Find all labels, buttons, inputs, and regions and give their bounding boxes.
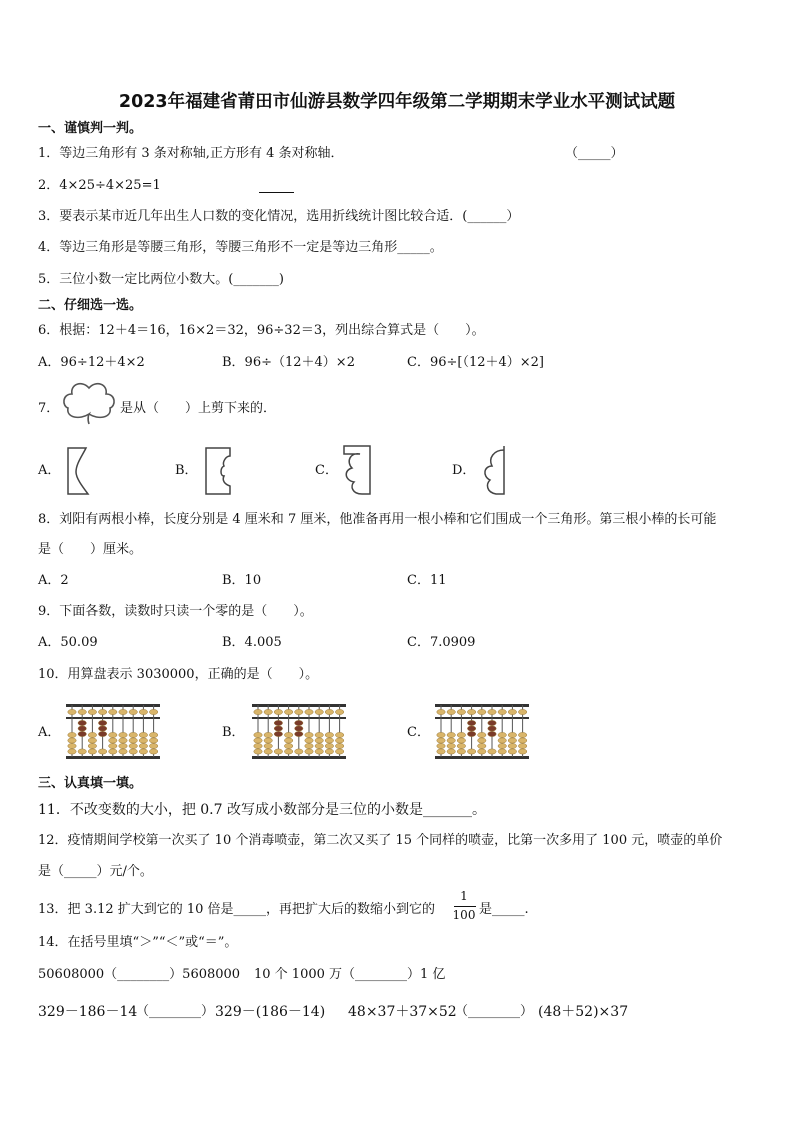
abacus-a-figure[interactable] — [64, 702, 162, 760]
q7-option-d[interactable]: D． — [452, 463, 476, 478]
question-4: 4．等边三角形是等腰三角形，等腰三角形不一定是等边三角形_____。 — [38, 240, 443, 255]
q8-option-b[interactable]: B．10 — [222, 573, 262, 588]
question-14: 14．在括号里填“＞”“＜”或“＝”。 — [38, 935, 238, 950]
fraction-denominator: 100 — [452, 908, 476, 922]
q14-compare-1[interactable]: 50608000（________）5608000 — [38, 967, 241, 982]
q14-compare-2[interactable]: 10 个 1000 万（________）1 亿 — [254, 967, 446, 982]
section-heading-1: 一、谨慎判一判。 — [38, 121, 143, 136]
question-1: 1．等边三角形有 3 条对称轴,正方形有 4 条对称轴． — [38, 146, 344, 161]
q14-blank-4[interactable]: （________） — [455, 1004, 534, 1019]
question-12-line2: 是（_____）元/个。 — [38, 864, 153, 879]
question-13-part1: 13．把 3.12 扩大到它的 10 倍是_____，再把扩大后的数缩小到它的 — [38, 902, 436, 917]
question-10: 10．用算盘表示 3030000，正确的是（ ）。 — [38, 667, 319, 682]
question-3: 3．要表示某市近几年出生人口数的变化情况，选用折线统计图比较合适．(______） — [38, 209, 520, 224]
fraction-numerator: 1 — [460, 889, 468, 903]
q8-option-c[interactable]: C．11 — [407, 573, 447, 588]
q14-blank-3[interactable]: （________） — [136, 1004, 215, 1019]
q6-option-c[interactable]: C．96÷[（12＋4）×2] — [407, 355, 545, 370]
question-5: 5．三位小数一定比两位小数大。(_______) — [38, 272, 284, 287]
q10-option-a[interactable]: A． — [38, 725, 61, 740]
question-11: 11．不改变数的大小，把 0.7 改写成小数部分是三位的小数是_______。 — [38, 802, 486, 818]
question-8-line1: 8．刘阳有两根小棒，长度分别是 4 厘米和 7 厘米，他准备再用一根小棒和它们围成一个三角形。第三根小棒的长可能 — [38, 512, 717, 527]
question-2: 2．4×25÷4×25=1 — [38, 178, 161, 193]
q14-expr-3-right: 329－(186－14) — [215, 1004, 326, 1020]
paper-fold-d-figure[interactable] — [478, 444, 510, 496]
question-7-number: 7． — [38, 401, 60, 416]
q10-option-c[interactable]: C． — [407, 725, 430, 740]
q7-option-a[interactable]: A． — [38, 463, 61, 478]
question-13-part2: 是_____. — [479, 902, 529, 917]
paper-fold-c-figure[interactable] — [340, 444, 374, 496]
cloud-shape-figure — [60, 380, 118, 432]
q7-option-b[interactable]: B． — [175, 463, 198, 478]
question-8-line2: 是（ ）厘米。 — [38, 542, 143, 557]
q9-option-b[interactable]: B．4.005 — [222, 635, 282, 650]
abacus-c-figure[interactable] — [433, 702, 531, 760]
question-12-line1: 12．疫情期间学校第一次买了 10 个消毒喷壶，第二次又买了 15 个同样的喷壶，比第一次多用了 100 元，喷壶的单价 — [38, 833, 723, 848]
q9-option-c[interactable]: C．7.0909 — [407, 635, 476, 650]
answer-blank-1[interactable]: （_____） — [565, 146, 624, 161]
paper-fold-a-figure[interactable] — [64, 446, 92, 496]
answer-blank-2[interactable] — [259, 192, 294, 193]
q8-option-a[interactable]: A．2 — [38, 573, 69, 588]
q14-expr-4-left: 48×37＋37×52 — [348, 1004, 457, 1020]
question-7: 是从（ ）上剪下来的． — [120, 401, 277, 416]
q14-expr-4-right: (48＋52)×37 — [538, 1004, 629, 1020]
abacus-b-figure[interactable] — [250, 702, 348, 760]
section-heading-2: 二、仔细选一选。 — [38, 298, 143, 313]
section-heading-3: 三、认真填一填。 — [38, 776, 143, 791]
fraction-bar — [454, 906, 476, 907]
q9-option-a[interactable]: A．50.09 — [38, 635, 98, 650]
q10-option-b[interactable]: B． — [222, 725, 245, 740]
q6-option-a[interactable]: A．96÷12＋4×2 — [38, 355, 145, 370]
q6-option-b[interactable]: B．96÷（12＋4）×2 — [222, 355, 355, 370]
question-9: 9．下面各数，读数时只读一个零的是（ ）。 — [38, 604, 313, 619]
page-title: 2023年福建省莆田市仙游县数学四年级第二学期期末学业水平测试试题 — [118, 92, 676, 112]
q7-option-c[interactable]: C． — [315, 463, 338, 478]
q14-expr-3-left: 329－186－14 — [38, 1004, 138, 1020]
paper-fold-b-figure[interactable] — [202, 446, 234, 496]
question-6: 6．根据：12＋4＝16，16×2＝32，96÷32＝3，列出综合算式是（ ）。 — [38, 323, 485, 338]
